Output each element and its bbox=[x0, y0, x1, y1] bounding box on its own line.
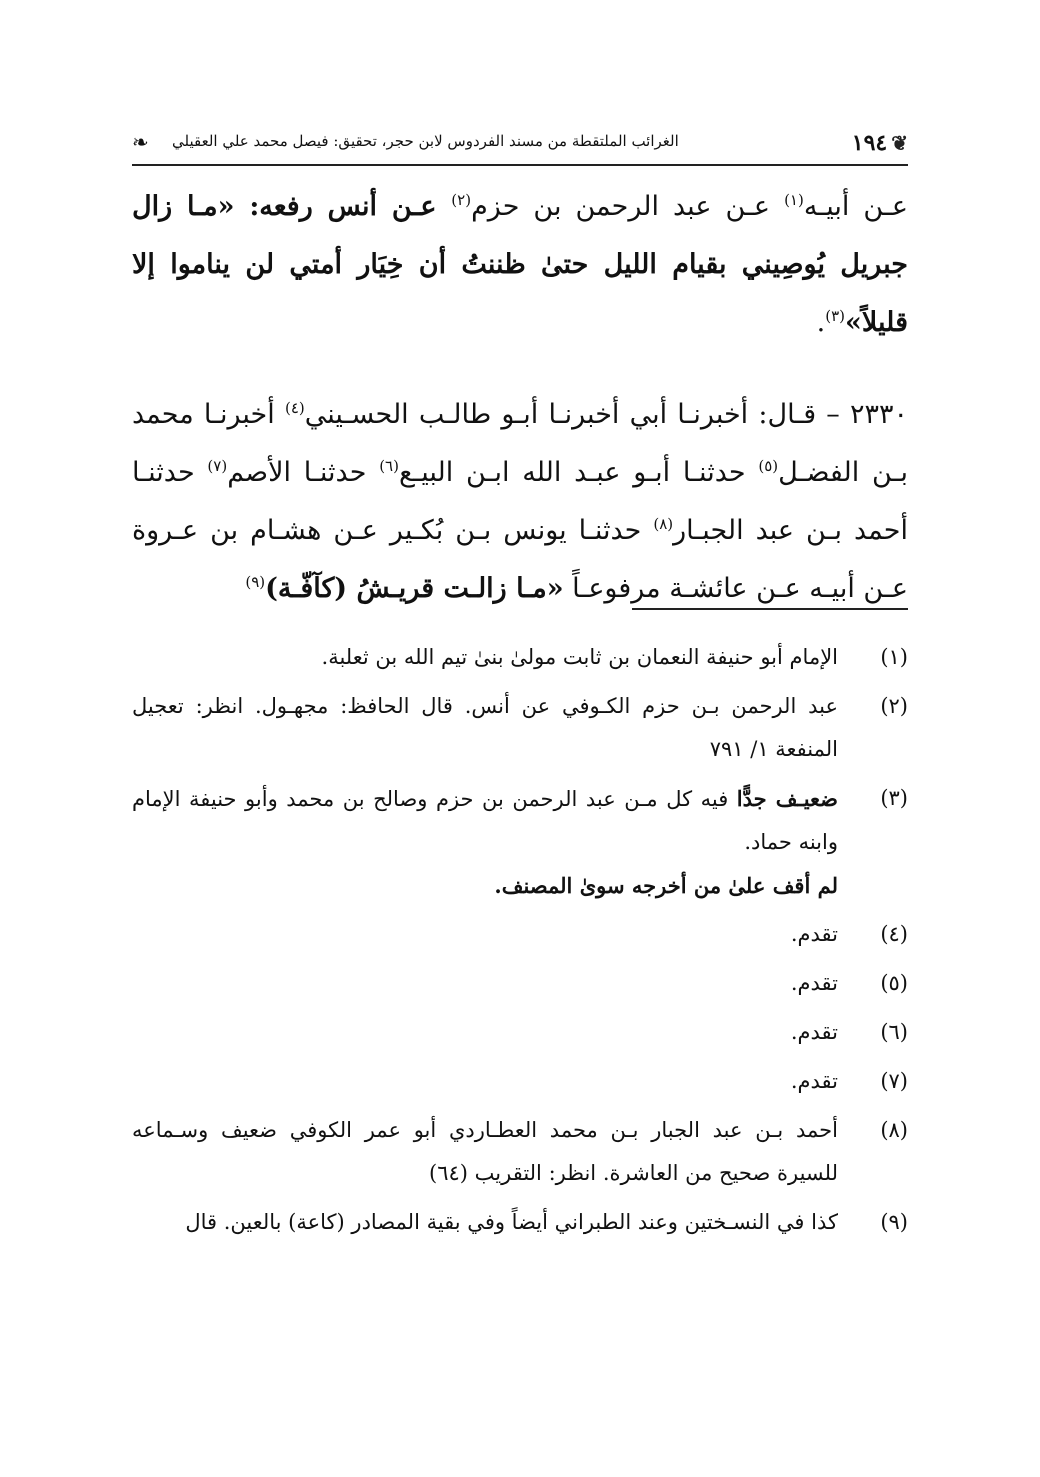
footnote-text: تقدم. bbox=[790, 1069, 838, 1093]
text-run: عـن عبد الرحمن بن حزم bbox=[471, 191, 785, 222]
footnote-body bbox=[132, 962, 838, 1005]
footnote-ref: (٧) bbox=[207, 457, 228, 475]
footnote bbox=[132, 1060, 908, 1103]
footnote-text bbox=[132, 777, 838, 864]
page-number-block bbox=[852, 128, 908, 158]
footnote-note: لم أقف علىٰ من أخرجه سوىٰ المصنف. bbox=[494, 873, 838, 898]
text-run: حدثنـا الأصم bbox=[227, 457, 380, 488]
footnote-ref: (٢) bbox=[451, 191, 472, 209]
footnote-text: تقدم. bbox=[790, 922, 838, 946]
footnote-ref: (٥) bbox=[758, 457, 779, 475]
footnote-ref: (٣) bbox=[825, 307, 846, 325]
footnote-text: تقدم. bbox=[790, 1020, 838, 1044]
footnote-verdict: ضعيـف جدًّا bbox=[736, 786, 838, 811]
footnote-number: (١) bbox=[880, 645, 908, 669]
footnote-body bbox=[132, 913, 838, 956]
footnote bbox=[132, 1201, 908, 1244]
footnote bbox=[132, 777, 908, 907]
footnote bbox=[132, 913, 908, 956]
footnote-number: (٤) bbox=[880, 922, 908, 946]
main-text bbox=[132, 178, 908, 618]
footnote-text-run: فيه كل مـن عبد الرحمن بن حزم وصالح بن محمد وأبو حنيفة الإمام وابنه حماد. bbox=[132, 787, 838, 854]
footnote-text: الإمام أبو حنيفة النعمان بن ثابت مولىٰ بنىٰ تيم الله بن ثعلبة. bbox=[321, 645, 838, 669]
footnote-text: أحمد بـن عبد الجبار بـن محمد العطـاردي أبو عمر الكوفي ضعيف وسـماعه للسيرة صحيح من العاشرة. انظر: التقريب (٦٤) bbox=[132, 1118, 838, 1185]
running-title: الغرائب الملتقطة من مسند الفردوس لابن حجر، تحقيق: فيصل محمد علي العقيلي bbox=[172, 132, 679, 150]
footnote bbox=[132, 1109, 908, 1195]
text-run: حدثنـا يونس بـن بُكـير عـن هشـام بن عـروة عـن أبيـه عـن عائشـة مرفوعـاً bbox=[132, 515, 908, 604]
footnote-text: تقدم. bbox=[790, 971, 838, 995]
footnote-ref: (٦) bbox=[379, 457, 399, 475]
hadith-text: «مـا زالـت قريـشُ (كآفّـة) bbox=[265, 573, 564, 604]
text-run: عـن أنس رفعه: bbox=[234, 191, 452, 222]
paragraph-2 bbox=[132, 386, 908, 618]
footnote-number: (٥) bbox=[880, 971, 908, 995]
footnote-body bbox=[132, 1201, 838, 1244]
text-run: . bbox=[816, 307, 826, 338]
footnote-number: (٣) bbox=[880, 786, 908, 810]
footnote-number: (٦) bbox=[880, 1020, 908, 1044]
footnote-number: (٩) bbox=[880, 1210, 908, 1234]
page-header bbox=[132, 128, 908, 162]
footnote bbox=[132, 685, 908, 771]
footnote-ref: (٩) bbox=[245, 573, 266, 591]
footnote-body bbox=[132, 1060, 838, 1103]
footnote-separator bbox=[632, 608, 908, 610]
footnote-number: (٧) bbox=[880, 1069, 908, 1093]
footnote bbox=[132, 962, 908, 1005]
text-run: ٢٣٣٠ – قـال: أخبرنـا أبي أخبرنـا أبـو طالـب الحسـيني bbox=[304, 399, 909, 430]
footnote-body bbox=[132, 1011, 838, 1054]
ornament-icon: ❦ bbox=[891, 131, 908, 155]
text-run: أخبرنـا محمد بـن الفضـل bbox=[132, 399, 909, 488]
footnote-text: عبد الرحمن بـن حزم الكـوفي عن أنس. قال الحافظ: مجهـول. انظر: تعجيل المنفعة ١/ ٧٩١ bbox=[132, 694, 838, 761]
footnote-text: كذا في النسـختين وعند الطبراني أيضاً وفي بقية المصادر (كاعة) بالعين. قال bbox=[185, 1210, 838, 1234]
hadith-text: «مـا زال جبريل يُوصِيني بقيام الليل حتىٰ ظننتُ أن خِيَار أمتي لن يناموا إلا قليلاً» bbox=[132, 191, 908, 338]
text-run: حدثنـا أحمد بـن عبد الجبـار bbox=[132, 457, 908, 546]
footnote-body bbox=[132, 1109, 838, 1195]
footnote-body bbox=[132, 685, 838, 771]
footnote-ref: (٤) bbox=[284, 399, 305, 417]
header-rule bbox=[132, 164, 908, 166]
footnote-body bbox=[132, 636, 838, 679]
text-run: حدثنـا أبـو عبـد الله ابـن البيـع bbox=[398, 457, 759, 488]
footnote bbox=[132, 636, 908, 679]
page-number: ١٩٤ bbox=[851, 130, 888, 156]
ornament-icon: ❧ bbox=[132, 130, 149, 154]
footnote-number: (٢) bbox=[880, 694, 908, 718]
text-run: عـن أبيـه bbox=[803, 191, 908, 222]
footnote-ref: (٨) bbox=[653, 515, 674, 533]
footnote bbox=[132, 1011, 908, 1054]
footnote-number: (٨) bbox=[880, 1118, 908, 1142]
footnotes bbox=[132, 636, 908, 1250]
footnote-body bbox=[132, 777, 838, 907]
footnote-ref: (١) bbox=[784, 191, 804, 209]
paragraph-1 bbox=[132, 178, 908, 352]
